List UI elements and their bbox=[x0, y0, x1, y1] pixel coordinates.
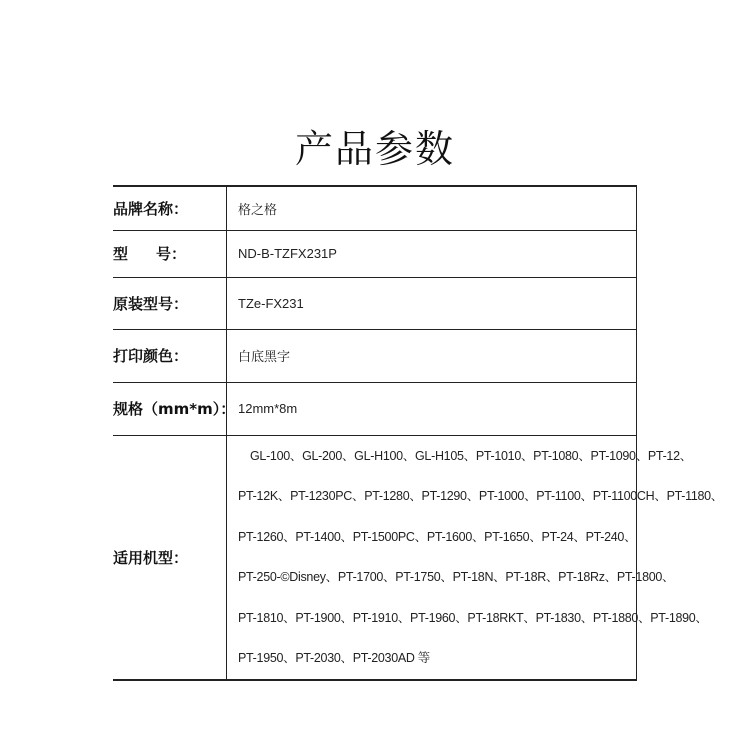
table-row-original-model bbox=[113, 277, 637, 329]
compatible-models-line: PT-1810、PT-1900、PT-1910、PT-1960、PT-18RKT、PT-1830、PT-1880、PT-1890、 bbox=[238, 610, 708, 625]
brand-value: 格之格 bbox=[227, 186, 637, 230]
brand-label: 品牌名称： bbox=[113, 199, 189, 218]
print-color-label: 打印颜色： bbox=[113, 347, 189, 365]
compatible-models-value bbox=[227, 435, 723, 680]
compatible-models-label: 适用机型： bbox=[113, 548, 189, 567]
original-model-label: 原装型号： bbox=[113, 294, 189, 313]
table-row-brand bbox=[113, 186, 637, 230]
model-value: ND-B-TZFX231P bbox=[227, 230, 637, 277]
table-row-model bbox=[113, 230, 637, 277]
compatible-models-line: PT-1950、PT-2030、PT-2030AD 等 bbox=[238, 651, 430, 665]
table-row-print-color bbox=[113, 329, 637, 382]
compatible-models-line: GL-100、GL-200、GL-H100、GL-H105、PT-1010、PT-1080、PT-1090、PT-12、 bbox=[250, 448, 692, 463]
size-value: 12mm*8m bbox=[227, 382, 637, 435]
print-color-value: 白底黑字 bbox=[227, 329, 637, 382]
model-label bbox=[113, 230, 227, 277]
compatible-models-line: PT-250-©Disney、PT-1700、PT-1750、PT-18N、PT-18R、PT-18Rz、PT-1800、 bbox=[238, 570, 675, 584]
model-label-part-1: 型 bbox=[113, 245, 129, 263]
spec-table bbox=[113, 185, 723, 681]
table-row-compatible-models bbox=[113, 435, 637, 680]
page-title: 产品参数 bbox=[294, 127, 455, 171]
table-row-size bbox=[113, 382, 637, 435]
size-label: 规格（mm*m）： bbox=[113, 400, 236, 418]
compatible-models-line: PT-1260、PT-1400、PT-1500PC、PT-1600、PT-1650、PT-24、PT-240、 bbox=[238, 529, 637, 544]
model-label-part-2: 号： bbox=[156, 245, 187, 263]
compatible-models-line: PT-12K、PT-1230PC、PT-1280、PT-1290、PT-1000、PT-1100、PT-1100CH、PT-1180、 bbox=[238, 489, 723, 503]
original-model-value: TZe-FX231 bbox=[227, 277, 637, 329]
